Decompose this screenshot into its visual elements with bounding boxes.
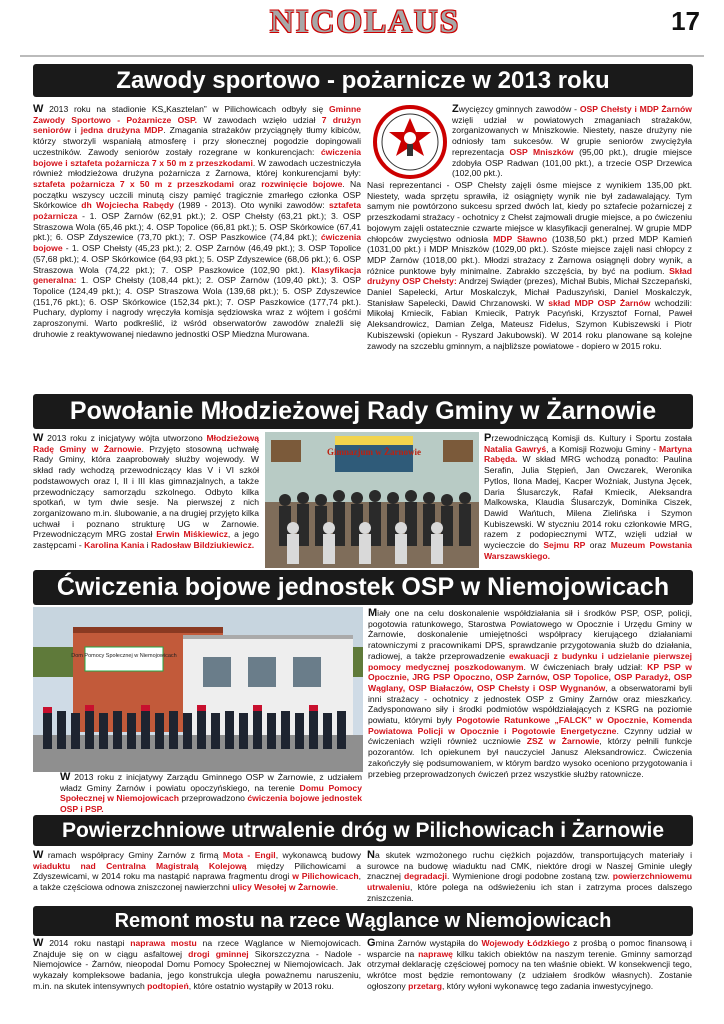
- masthead: [0, 0, 724, 50]
- youth-council-group-photo: [265, 432, 479, 568]
- osp-emblem-logo: [372, 104, 448, 180]
- s2-right-column: Przewodniczącą Komisji ds. Kultury i Sportu została Natalia Gawryś, a Komisji Rozwoju Gminy - Martyna Rabęda. W skład MRG wchodzą ponadto: Paulina Serafin, Julia Stępień, Jan Owczarek, Weronika Pytlos, Ilona Madej, Kacper Woźniak, Justyna Jęcek, Daria Ślusarczyk, Rafał Kmiecik, Aleksandra Malkowska, Klaudia Ślusarczyk, Dominika Ciszek, Dawid Wańtuch, Milena Zielińska i Szymon Kubiszewski. W styczniu 2014 roku członkowie MRG, razem z podopiecznymi WTZ, wzięli udział w wycieczcie do Sejmu RP oraz Muzeum Powstania Warszawskiego.: [484, 433, 692, 561]
- s2-left-column: W 2013 roku z inicjatywy wójta utworzono Młodzieżową Radę Gminy w Żarnowie. Przyjęto stosowną uchwałę Rady Gminy, która zaaprobowały służby wojewody. W skład rady wchodzą przewodniczący klas V i VI szkół podstawowych oraz I, II i III klas gimnazjalnych, a także przewodniczący samorządu szkolnego. Odbyto kilka spotkań, w tym dwie sesje. Na pierwszej z nich zorganizowano m.in. ślubowanie, a na drugiej przyjęto kilka uchwał i poznano strukturę UG w Żarnowie. Przewodniczącym MRG został Erwin Miśkiewicz, a jego zastępcami - Karolina Kania i Radosław Bildziukiewicz.: [33, 433, 259, 551]
- s3-photo-caption: W 2013 roku z inicjatywy Zarządu Gminnego OSP w Żarnowie, z udziałem władz Gminy Żarnów i powiatu opoczyńskiego, na terenie Domu Pomocy Społecznej w Niemojowicach przeprowadzono ćwiczenia bojowe jednostek OSP i PSP.: [60, 772, 362, 815]
- page-number: 17: [671, 6, 700, 36]
- header-divider: [20, 55, 704, 57]
- school-sign: Gimnazjum w Żarnowie: [327, 447, 421, 457]
- section-title-sports-competition: Zawody sportowo - pożarnicze w 2013 roku: [33, 64, 693, 97]
- section-title-road-surfacing: Powierzchniowe utrwalenie dróg w Pilichowicach i Żarnowie: [33, 815, 693, 846]
- s1-right-column: Nasi reprezentanci - OSP Chełsty zajęli ósme miejsce z wynikiem 135,00 pkt. Niestety, wada sprzętu sprawiła, iż osiągnięty wynik nie był zadawalający. Tym samym nie powtórzono sukcesu sprzed dwóch lat, kiedy po sztafecie pożarniczej z przeszkodami strażacy - ochotnicy z Chełst zajmowali drugie miejsce, a po ćwiczeniu bojowym zajęli ostatecznie czwarte miejsce w klasyfikacji generalnej. W grupie MDP chłopców zwycięstwo odniosła MDP Sławno (1038,50 pkt.) przed MDP Kamień (1031,00 pkt.) i MDP Mniszków (1029,00 pkt.). Szóste miejsce zajęli nasi chłopcy z MDP Żarnów (1018,00 pkt.). Młodzi strażacy z Żarnowa osiągnęli dobry wynik, a różnice punktowe były minimalne. Zabrakło szczęścia, by być na podium. Skład drużyny OSP Chełsty: Andrzej Swiąder (prezes), Michał Bubis, Michał Szczepański, Daniel Sapelecki, Artur Moskalczyk, Michał Paduszyński, Daniel Moskalczyk, Stanisław Sapelecki, Dawid Chrzanowski. W skład MDP OSP Żarnów wchodzili: Mikołaj Kmiecik, Fabian Kmiecik, Patryk Pacyński, Krzysztof Fornal, Paweł Aleksandrowicz, Damian Zelga, Mateusz Fidelus, Szymon Kubiszewski i Piotr Kubiszewski (opiekun - Ryszard Jakubowski). W 2014 roku planowane są kolejne zawody na szczeblu gminnym, a najbliższe powiatowe - dopiero w 2015 roku.: [367, 180, 692, 351]
- s1-left-column: W 2013 roku na stadionie KS„Kasztelan” w Pilichowicach odbyły się Gminne Zawody Sportowo - Pożarnicze OSP. W zawodach wzięło udział 7 drużyn seniorów i jedna drużyna MDP. Zmagania strażaków przyciągnęły tłumy kibiców, którzy stworzyli wspaniałą atmosferę i przy słonecznej pogodzie dopingowali uczestników. Zawody seniorów zostały rozegrane w konkurencjach: ćwiczenia bojowe i sztafeta pożarnicza 7 x 50 m z przeszkodami. W zawodach uczestniczyła również młodzieżowa drużyna pożarnicza z Żarnowa, której konkurencjami były: sztafeta pożarnicza 7 x 50 m z przeszkodami oraz rozwinięcie bojowe. Na początku wszyscy uczcili minutą ciszy pamięć tragicznie zmarłego członka OSP Skórkowice dh Wojciecha Rabędy (1989 - 2013). Oto wyniki zawodów: sztafeta pożarnicza - 1. OSP Żarnów (62,91 pkt.); 2. OSP Chełsty (63,21 pkt.); 3. OSP Straszowa Wola (65,46 pkt.); 4. OSP Topolice (66,81 pkt.); 5. OSP Skórkowice (67,41 pkt.); 6. OSP Zdyszewice (73,70 pkt.); 7. OSP Paszkowice (74,84 pkt.); ćwiczenia bojowe - 1. OSP Chełsty (45,23 pkt.); 2. OSP Żarnów (46,49 pkt.); 3. OSP Topolice (57,68 pkt.); 4. OSP Skórkowice (64,93 pkt.); 5. OSP Zdyszewice (68,06 pkt.); 6. OSP Straszowa Wola (74,22 pkt.); 7. OSP Paszkowice (102,90 pkt.). Klasyfikacja generalna: 1. OSP Chełsty (108,44 pkt.); 2. OSP Żarnów (109,40 pkt.); 3. OSP Topolice (124,49 pkt.); 4. OSP Straszowa Wola (139,68 pkt.); 5. OSP Zdyszewice (151,76 pkt.); 6. OSP Skórkowice (152,34 pkt.); 7. OSP Paszkowice (177,74 pkt.). Puchary, dyplomy i nagrody wręczyła komisja sędziowska wraz z wójtem i gośćmi zaproszonymi. Warto podkreślić, iż wśród obserwatorów zawodów znaleźli się druhowie z reaktywowanej niedawno jednostki OSP Miedzna Murowana.: [33, 104, 361, 339]
- s4-left-column: W ramach współpracy Gminy Żarnów z firmą Mota - Engil, wykonawcą budowy wiaduktu nad Centralna Magistralą Kolejową między Pilichowicami a Zdyszewicami, w 2014 roku ma nastąpić naprawa fragmentu drogi w Pilichowicach, a także częściowa odnowa zniszczonej nawierzchni ulicy Wesołej w Żarnowie.: [33, 850, 361, 893]
- s3-right-column: Miały one na celu doskonalenie współdziałania sił i środków PSP, OSP, policji, pogotowia ratunkowego, Starostwa Powiatowego w Opocznie i Urzędu Gminy w Żarnowie, doskonalenie umiejętności współpracy kierującego działaniami ratowniczymi z pracownikami DPS, sprawdzanie przygotowania służb do działania, radiowej, a także przeprowadzenie ewakuacji z budynku i udzielanie pierwszej pomocy medycznej poszkodowanym. W ćwiczeniach brały udział: KP PSP w Opocznie, JRG PSP Opoczno, OSP Żarnów, OSP Topolice, OSP Paradyż, OSP Wąglany, OSP Białaczów, OSP Chełsty i OSP Wygnanów, a obserwatorami byli inni strażacy - ochotnicy z jednostek OSP z Gminy Żarnów oraz mieszkańcy. Zadysponowano siły i środki podmiotów współdziałających z KSRG na poziomie powiatu, którymi były Pogotowie Ratunkowe „FALCK” w Opocznie, Komenda Powiatowa Policji w Opocznie i Pogotowie Energetyczne. Czynny udział w ćwiczeniach wzięli również uczniowie ZSZ w Żarnowie, którzy pełnili funkcje pozorantów. Ich opiekunem był nauczyciel Janusz Aleksandrowicz. Ćwiczenia zakończyły się podsumowaniem, w którym bardzo wysoko oceniono przygotowania i przebieg przeprowadzonych ćwiczeń przez wszystkie służby ratownicze.: [368, 608, 692, 779]
- s4-right-column: Na skutek wzmożonego ruchu ciężkich pojazdów, transportujących materiały i surowce na budowę wiaduktu nad CMK, niektóre drogi w Naszej Gminie uległy znacznej degradacji. Wymienione drogi podobne zostaną tzw. powierzchniowemu utrwaleniu, które polega na odświeżeniu ich stan i zatrzyma proces dalszego zniszczenia.: [367, 850, 692, 903]
- fire-drill-photo: [33, 607, 363, 772]
- section-title-youth-council: Powołanie Młodzieżowej Rady Gminy w Żarnowie: [33, 394, 693, 429]
- section-title-fire-drills: Ćwiczenia bojowe jednostek OSP w Niemojowicach: [33, 570, 693, 605]
- s5-left-column: W 2014 roku nastąpi naprawa mostu na rzece Wąglance w Niemojowicach. Znajduje się on w ciągu asfaltowej drogi gminnej Sikorszczyzna - Nadole - Niemojowice - Żarnów, nieopodal Domu Pomocy Społecznej w Niemojowicach. Jak wykazały kompleksowe badania, jego konstrukcja uległa poważnemu naruszeniu, m.in. na skutek intensywnych podtopień, które ostatnio wystąpiły w 2013 roku.: [33, 938, 361, 991]
- s1-right-top: Zwycięzcy gminnych zawodów - OSP Chełsty i MDP Żarnów wzięli udział w powiatowych zmaganiach strażaków, zorganizowanych w Mniszkowie. Niestety, nasze drużyny nie odniosły tam sukcesów. W grupie seniorów zwyciężyła reprezentacja OSP Mniszków (95,00 pkt.), drugie miejsce zdobyła OSP Radwan (101,00 pkt.), a trzecie OSP Drzewica (102,00 pkt.).: [452, 104, 692, 179]
- s5-right-column: Gmina Żarnów wystąpiła do Wojewody Łódzkiego z prośbą o pomoc finansową i wsparcie na naprawę kilku takich obiektów na naszym terenie. Gminny samorząd otrzymał deklarację częściowej pomocy na ten właśnie obiekt. W konsekwencji tego, wkrótce most będzie remontowany (z udziałem środków własnych). Zostanie ogłoszony przetarg, który wyłoni wykonawcę tego zadania inwestycyjnego.: [367, 938, 692, 991]
- newspaper-title: NICOLAUS: [269, 4, 461, 40]
- osp-emblem-icon: [372, 104, 448, 180]
- building-sign: Dom Pomocy Społecznej w Niemojowicach: [71, 653, 177, 659]
- section-title-bridge-repair: Remont mostu na rzece Wąglance w Niemojowicach: [33, 906, 693, 936]
